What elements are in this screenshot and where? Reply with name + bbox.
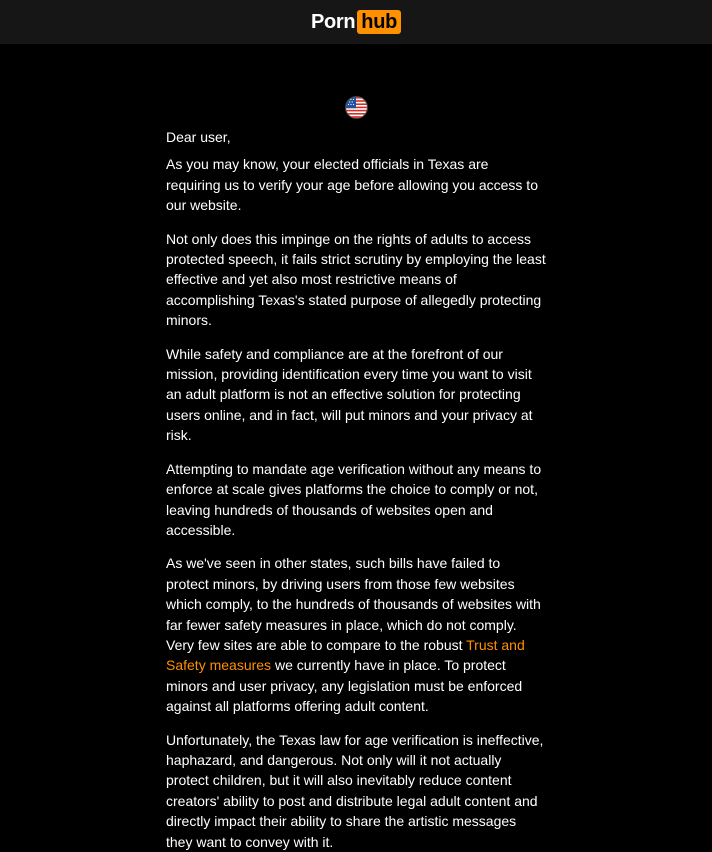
flag-container	[0, 96, 712, 119]
letter-paragraph-1: As you may know, your elected officials in Texas are requiring us to verify your age before allowing you access to our website.	[166, 156, 538, 214]
us-flag-icon	[345, 96, 368, 119]
site-header	[0, 0, 712, 44]
letter-paragraph-4: Attempting to mandate age verification without any means to enforce at scale gives platforms the choice to comply or not, leaving hundreds of thousands of websites open and accessible.	[166, 460, 542, 538]
paragraph-5-text-after: we currently have in place. To protect minors and user privacy, any legislation must be enforced against all platforms offering adult content.	[166, 657, 523, 715]
letter-paragraph-6: Unfortunately, the Texas law for age verification is ineffective, haphazard, and dangerous. Not only will it not actually protect children, but it will also inevitably reduce content creators' ability to post and distribute legal adult content and directly impact their ability to share the artistic messages they want to convey with it.	[166, 731, 544, 850]
trust-and-safety-link[interactable]: Trust and Safety measures	[166, 636, 525, 674]
paragraph-5-text-before: As we've seen in other states, such bills have failed to protect minors, by driving users from those few websites which comply, to the hundreds of thousands of websites with far fewer safety measures in place, which do not comply. Very few sites are able to compare to the robust	[166, 555, 541, 653]
logo-text-right: hub	[357, 10, 401, 34]
logo-text-left: Porn	[310, 10, 356, 33]
site-logo[interactable]	[311, 10, 401, 34]
letter-body	[166, 127, 546, 852]
letter-paragraph-2: Not only does this impinge on the rights of adults to access protected speech, it fails strict scrutiny by employing the least effective and yet also most restrictive means of accomplishing Texas's stated purpose of allegedly protecting minors.	[166, 230, 546, 329]
letter-greeting: Dear user,	[166, 129, 231, 145]
letter-paragraph-3: While safety and compliance are at the forefront of our mission, providing identification every time you want to visit an adult platform is not an effective solution for protecting users online, and in fact, will put minors and your privacy at risk.	[166, 345, 533, 444]
letter-paragraph-5	[166, 553, 546, 716]
